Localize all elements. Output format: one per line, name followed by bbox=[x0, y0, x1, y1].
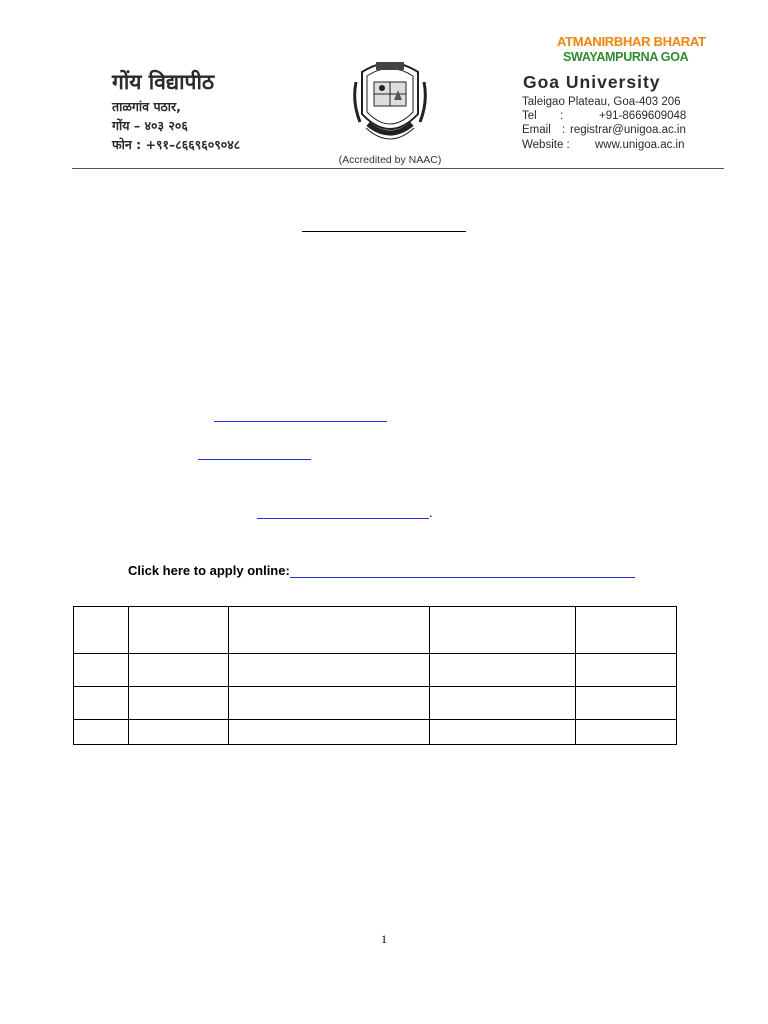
link-1[interactable] bbox=[214, 421, 387, 422]
address-english: Taleigao Plateau, Goa-403 206 bbox=[522, 96, 681, 108]
table-cell bbox=[129, 607, 229, 654]
pincode-line-marathi: गोंय – ४०३ २०६ bbox=[112, 118, 188, 133]
table-cell bbox=[129, 687, 229, 720]
phone-line-marathi: फोन : +९१–८६६९६०९०४८ bbox=[112, 137, 241, 152]
university-seal-logo bbox=[352, 52, 428, 152]
table-cell bbox=[576, 654, 677, 687]
table-cell bbox=[229, 687, 430, 720]
campaign-logo-line1: ATMANIRBHAR BHARAT bbox=[557, 34, 706, 49]
page-number: 1 bbox=[381, 932, 387, 946]
apply-online-label: Click here to apply online: bbox=[128, 563, 290, 578]
table-cell bbox=[576, 720, 677, 745]
link-2[interactable] bbox=[198, 459, 311, 460]
table-cell bbox=[430, 654, 576, 687]
details-table bbox=[73, 606, 677, 745]
title-underline bbox=[302, 231, 466, 232]
email-colon: : bbox=[562, 124, 566, 136]
university-name-marathi: गोंय विद्यापीठ bbox=[112, 70, 215, 94]
email-label: Email bbox=[522, 124, 551, 136]
table-cell bbox=[229, 654, 430, 687]
website-label: Website : bbox=[522, 139, 570, 151]
table-cell bbox=[229, 720, 430, 745]
table-cell bbox=[430, 607, 576, 654]
email-value[interactable]: registrar@unigoa.ac.in bbox=[570, 124, 686, 136]
tel-colon: : bbox=[560, 110, 564, 122]
website-value[interactable]: www.unigoa.ac.in bbox=[595, 139, 685, 151]
table-header-row bbox=[74, 607, 677, 654]
table-cell bbox=[576, 607, 677, 654]
table-cell bbox=[74, 607, 129, 654]
naac-accreditation-note: (Accredited by NAAC) bbox=[338, 154, 442, 166]
table-cell bbox=[430, 720, 576, 745]
table-cell bbox=[74, 654, 129, 687]
table-cell bbox=[129, 720, 229, 745]
table-cell bbox=[74, 687, 129, 720]
tel-label: Tel bbox=[522, 110, 537, 122]
link-3-period: . bbox=[429, 505, 433, 520]
address-line-marathi: ताळगांव पठार, bbox=[112, 99, 181, 114]
table-cell bbox=[430, 687, 576, 720]
link-3[interactable] bbox=[257, 518, 429, 519]
table-cell bbox=[129, 654, 229, 687]
apply-online-link[interactable] bbox=[290, 577, 635, 578]
table-cell bbox=[74, 720, 129, 745]
table-cell bbox=[576, 687, 677, 720]
university-name-english: Goa University bbox=[523, 72, 661, 92]
table-row bbox=[74, 654, 677, 687]
campaign-logo-line2: SWAYAMPURNA GOA bbox=[563, 50, 689, 64]
tel-value: +91-8669609048 bbox=[599, 110, 687, 122]
table-row bbox=[74, 687, 677, 720]
header-divider bbox=[72, 168, 724, 169]
table-cell bbox=[229, 607, 430, 654]
table-row bbox=[74, 720, 677, 745]
